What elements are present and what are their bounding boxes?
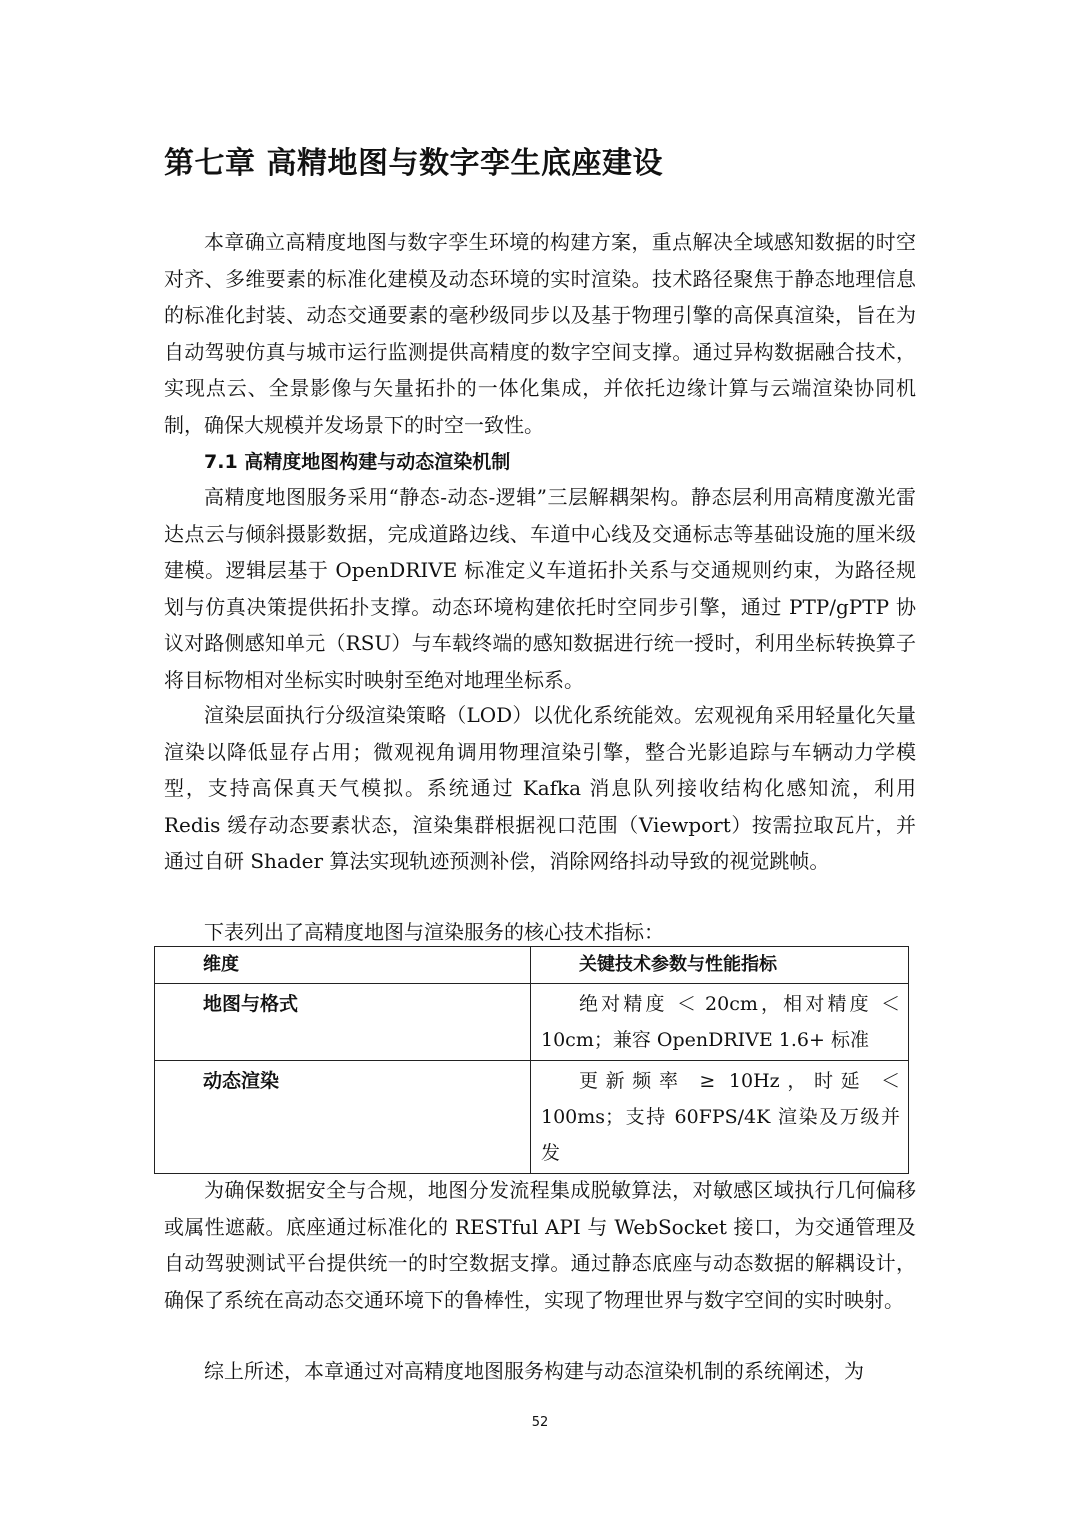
summary-paragraph: 综上所述，本章通过对高精度地图服务构建与动态渲染机制的系统阐述，为 bbox=[204, 1359, 864, 1383]
table-row bbox=[155, 1061, 909, 1174]
table-cell-dimension: 地图与格式 bbox=[155, 984, 531, 1061]
table-cell-dimension: 动态渲染 bbox=[155, 1061, 531, 1174]
security-paragraph: 为确保数据安全与合规，地图分发流程集成脱敏算法，对敏感区域执行几何偏移或属性遮蔽。底座通过标准化的 RESTful API 与 WebSocket 接口，为交通管理及自动驾驶测试平台提供统一的时空数据支撑。通过静态底座与动态数据的解耦设计，确保了系统在高动态交通环境下的鲁棒性，实现了物理世界与数字空间的实时映射。 bbox=[164, 1178, 916, 1312]
table-header-row bbox=[155, 947, 909, 984]
page-number: 52 bbox=[531, 1415, 549, 1430]
table-cell-params: 绝对精度 ＜ 20cm，相对精度 ＜ 10cm；兼容 OpenDRIVE 1.6+ 标准 bbox=[531, 984, 909, 1061]
table-intro-paragraph: 下表列出了高精度地图与渲染服务的核心技术指标： bbox=[204, 920, 664, 944]
table-header-params: 关键技术参数与性能指标 bbox=[531, 947, 909, 984]
table-row bbox=[155, 984, 909, 1061]
table-header-dimension: 维度 bbox=[155, 947, 531, 984]
chapter-title: 第七章 高精地图与数字孪生底座建设 bbox=[164, 146, 663, 181]
metrics-table bbox=[154, 946, 909, 1174]
section-heading: 7.1 高精度地图构建与动态渲染机制 bbox=[204, 451, 511, 473]
table-cell-params: 更新频率 ≥ 10Hz，时延 ＜ 100ms；支持 60FPS/4K 渲染及万级并发 bbox=[531, 1061, 909, 1174]
intro-paragraph: 本章确立高精度地图与数字孪生环境的构建方案，重点解决全域感知数据的时空对齐、多维要素的标准化建模及动态环境的实时渲染。技术路径聚焦于静态地理信息的标准化封装、动态交通要素的毫秒级同步以及基于物理引擎的高保真渲染，旨在为自动驾驶仿真与城市运行监测提供高精度的数字空间支撑。通过异构数据融合技术，实现点云、全景影像与矢量拓扑的一体化集成，并依托边缘计算与云端渲染协同机制，确保大规模并发场景下的时空一致性。 bbox=[164, 230, 916, 437]
rendering-paragraph: 渲染层面执行分级渲染策略（LOD）以优化系统能效。宏观视角采用轻量化矢量渲染以降低显存占用；微观视角调用物理渲染引擎，整合光影追踪与车辆动力学模型，支持高保真天气模拟。系统通过 Kafka 消息队列接收结构化感知流，利用 Redis 缓存动态要素状态，渲染集群根据视口范围（Viewport）按需拉取瓦片，并通过自研 Shader 算法实现轨迹预测补偿，消除网络抖动导致的视觉跳帧。 bbox=[164, 703, 916, 873]
architecture-paragraph: 高精度地图服务采用“静态-动态-逻辑”三层解耦架构。静态层利用高精度激光雷达点云与倾斜摄影数据，完成道路边线、车道中心线及交通标志等基础设施的厘米级建模。逻辑层基于 OpenDRIVE 标准定义车道拓扑关系与交通规则约束，为路径规划与仿真决策提供拓扑支撑。动态环境构建依托时空同步引擎，通过 PTP/gPTP 协议对路侧感知单元（RSU）与车载终端的感知数据进行统一授时，利用坐标转换算子将目标物相对坐标实时映射至绝对地理坐标系。 bbox=[164, 485, 916, 692]
metrics-table-container bbox=[154, 946, 908, 1174]
